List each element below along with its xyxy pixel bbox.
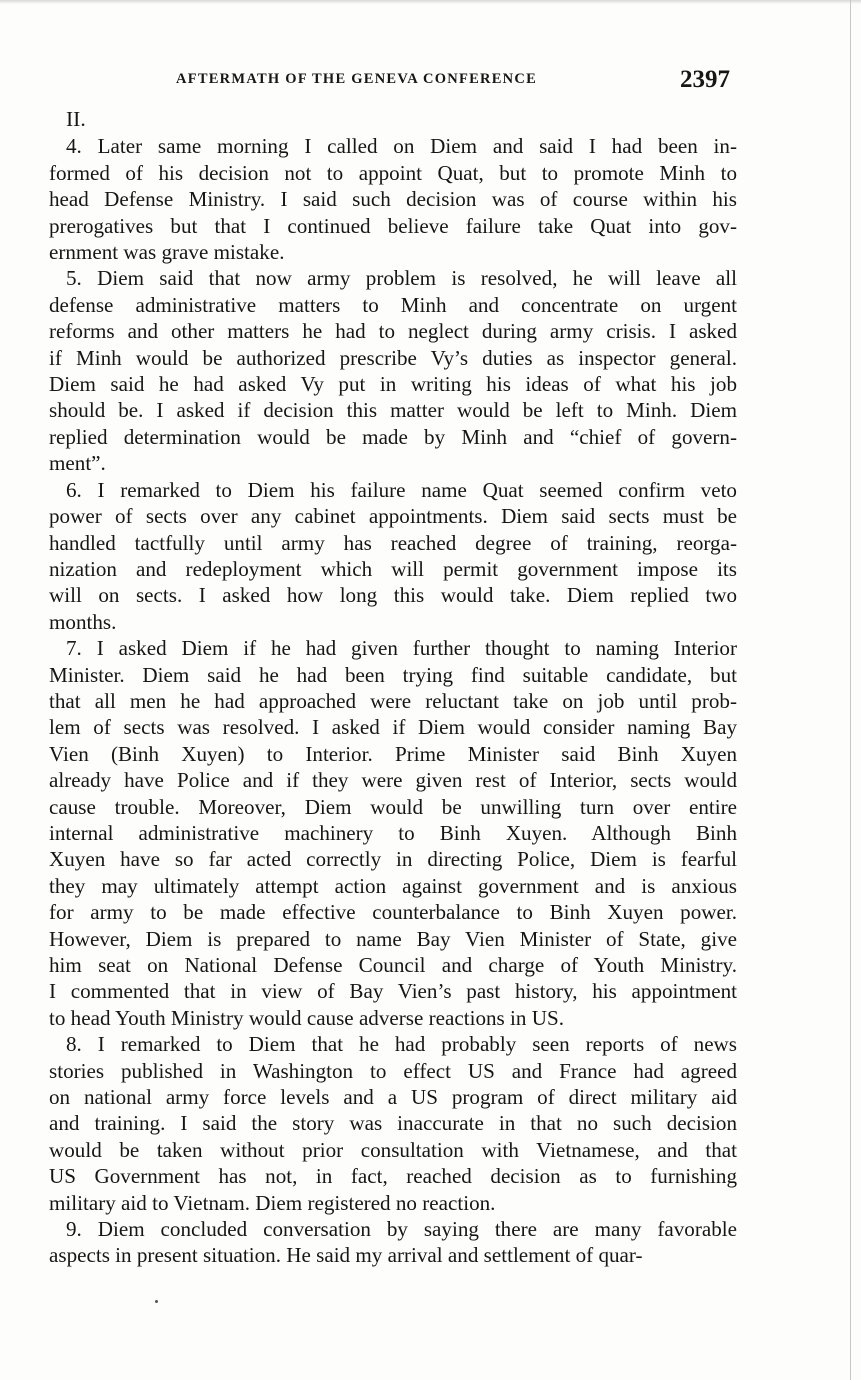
paragraph-line: to head Youth Ministry would cause adverse reactions in US.	[49, 1005, 564, 1030]
page-number: 2397	[680, 66, 730, 93]
paragraph-line: Minister. Diem said he had been trying find suitable candidate, but	[49, 662, 737, 687]
paragraph-line-text: I asked Diem if he had given further thought to naming Interior	[96, 636, 738, 661]
paragraph-line: prerogatives but that I continued believe failure take Quat into gov-	[49, 213, 737, 238]
paragraph-4	[49, 133, 737, 265]
paragraph-line: would be taken without prior consultation with Vietnamese, and that	[49, 1137, 737, 1162]
paragraph-line: should be. I asked if decision this matter would be left to Minh. Diem	[49, 398, 737, 423]
paragraph-line	[49, 265, 737, 291]
paragraph-line: cause trouble. Moreover, Diem would be unwilling turn over entire	[49, 794, 737, 819]
paragraph-line: on national army force levels and a US program of direct military aid	[49, 1085, 737, 1110]
paragraph-number: 6.	[66, 477, 82, 502]
paragraph-line: defense administrative matters to Minh and concentrate on urgent	[49, 292, 737, 317]
paragraph-list	[49, 133, 737, 1268]
paragraph-line: ment”.	[49, 451, 106, 476]
scan-top-edge	[0, 0, 861, 4]
paragraph-line	[49, 477, 737, 503]
scan-right-edge	[850, 0, 851, 1380]
paragraph-line-text: Diem said that now army problem is resolved, he will leave all	[97, 266, 737, 291]
paragraph-line: him seat on National Defense Council and charge of Youth Ministry.	[49, 953, 737, 977]
paragraph-line-text: Later same morning I called on Diem and said I had been in-	[97, 134, 737, 159]
paragraph-line-text: I remarked to Diem his failure name Quat seemed confirm veto	[97, 477, 737, 502]
paragraph-6	[49, 477, 737, 635]
paragraph-line: replied determination would be made by Minh and “chief of govern-	[49, 424, 737, 449]
paragraph-line: However, Diem is prepared to name Bay Vien Minister of State, give	[49, 926, 737, 951]
paragraph-line	[49, 133, 737, 159]
running-title: AFTERMATH OF THE GENEVA CONFERENCE	[176, 71, 538, 87]
paragraph-number: 7.	[66, 636, 82, 661]
paragraph-number: 9.	[66, 1217, 82, 1242]
paragraph-number: 4.	[66, 134, 82, 159]
paragraph-line	[49, 635, 737, 661]
paragraph-line: internal administrative machinery to Binh Xuyen. Although Binh	[49, 820, 737, 845]
paragraph-line: that all men he had approached were reluctant take on job until prob-	[49, 688, 737, 713]
paragraph-line: ernment was grave mistake.	[49, 240, 285, 265]
paragraph-line: nization and redeployment which will permit government impose its	[49, 556, 737, 581]
section-label: II.	[66, 107, 86, 131]
paragraph-line: they may ultimately attempt action against government and is anxious	[49, 873, 737, 898]
paragraph-line: and training. I said the story was inaccurate in that no such decision	[49, 1111, 737, 1136]
paragraph-line: aspects in present situation. He said my arrival and settlement of quar-	[49, 1243, 643, 1268]
paragraph-line-text: I remarked to Diem that he had probably seen reports of news	[97, 1032, 737, 1057]
paragraph-line: military aid to Vietnam. Diem registered no reaction.	[49, 1190, 496, 1215]
paragraph-5	[49, 265, 737, 476]
paragraph-line: already have Police and if they were given rest of Interior, sects would	[49, 768, 737, 793]
paragraph-line: stories published in Washington to effect US and France had agreed	[49, 1058, 737, 1083]
paragraph-line: will on sects. I asked how long this would take. Diem replied two	[49, 583, 737, 608]
paragraph-line: Diem said he had asked Vy put in writing his ideas of what his job	[49, 372, 737, 397]
paragraph-line: US Government has not, in fact, reached decision as to furnishing	[49, 1164, 737, 1189]
running-head	[0, 66, 861, 96]
paragraph-line-text: Diem concluded conversation by saying there are many favorable	[97, 1217, 737, 1242]
paragraph-line: for army to be made effective counterbalance to Binh Xuyen power.	[49, 900, 737, 925]
body-text	[49, 106, 737, 1269]
paragraph-line: if Minh would be authorized prescribe Vy’s duties as inspector general.	[49, 345, 737, 370]
paragraph-number: 8.	[66, 1032, 82, 1057]
paragraph-8	[49, 1031, 737, 1216]
paragraph-line	[49, 1216, 737, 1242]
paragraph-line: reforms and other matters he had to neglect during army crisis. I asked	[49, 319, 737, 344]
paragraph-line: Xuyen have so far acted correctly in directing Police, Diem is fearful	[49, 847, 737, 872]
paragraph-line: formed of his decision not to appoint Quat, but to promote Minh to	[49, 160, 737, 185]
paragraph-line: handled tactfully until army has reached degree of training, reorga-	[49, 530, 737, 555]
paragraph-7	[49, 635, 737, 1031]
scan-speck	[155, 1300, 158, 1303]
paragraph-number: 5.	[66, 266, 82, 291]
paragraph-line: I commented that in view of Bay Vien’s past history, his appointment	[49, 979, 737, 1004]
paragraph-9	[49, 1216, 737, 1269]
paragraph-line: lem of sects was resolved. I asked if Diem would consider naming Bay	[49, 715, 737, 740]
paragraph-line: power of sects over any cabinet appointments. Diem said sects must be	[49, 504, 737, 529]
paragraph-line: Vien (Binh Xuyen) to Interior. Prime Minister said Binh Xuyen	[49, 741, 737, 766]
paragraph-line	[49, 1031, 737, 1057]
paragraph-line: head Defense Ministry. I said such decision was of course within his	[49, 187, 737, 212]
paragraph-line: months.	[49, 609, 117, 634]
